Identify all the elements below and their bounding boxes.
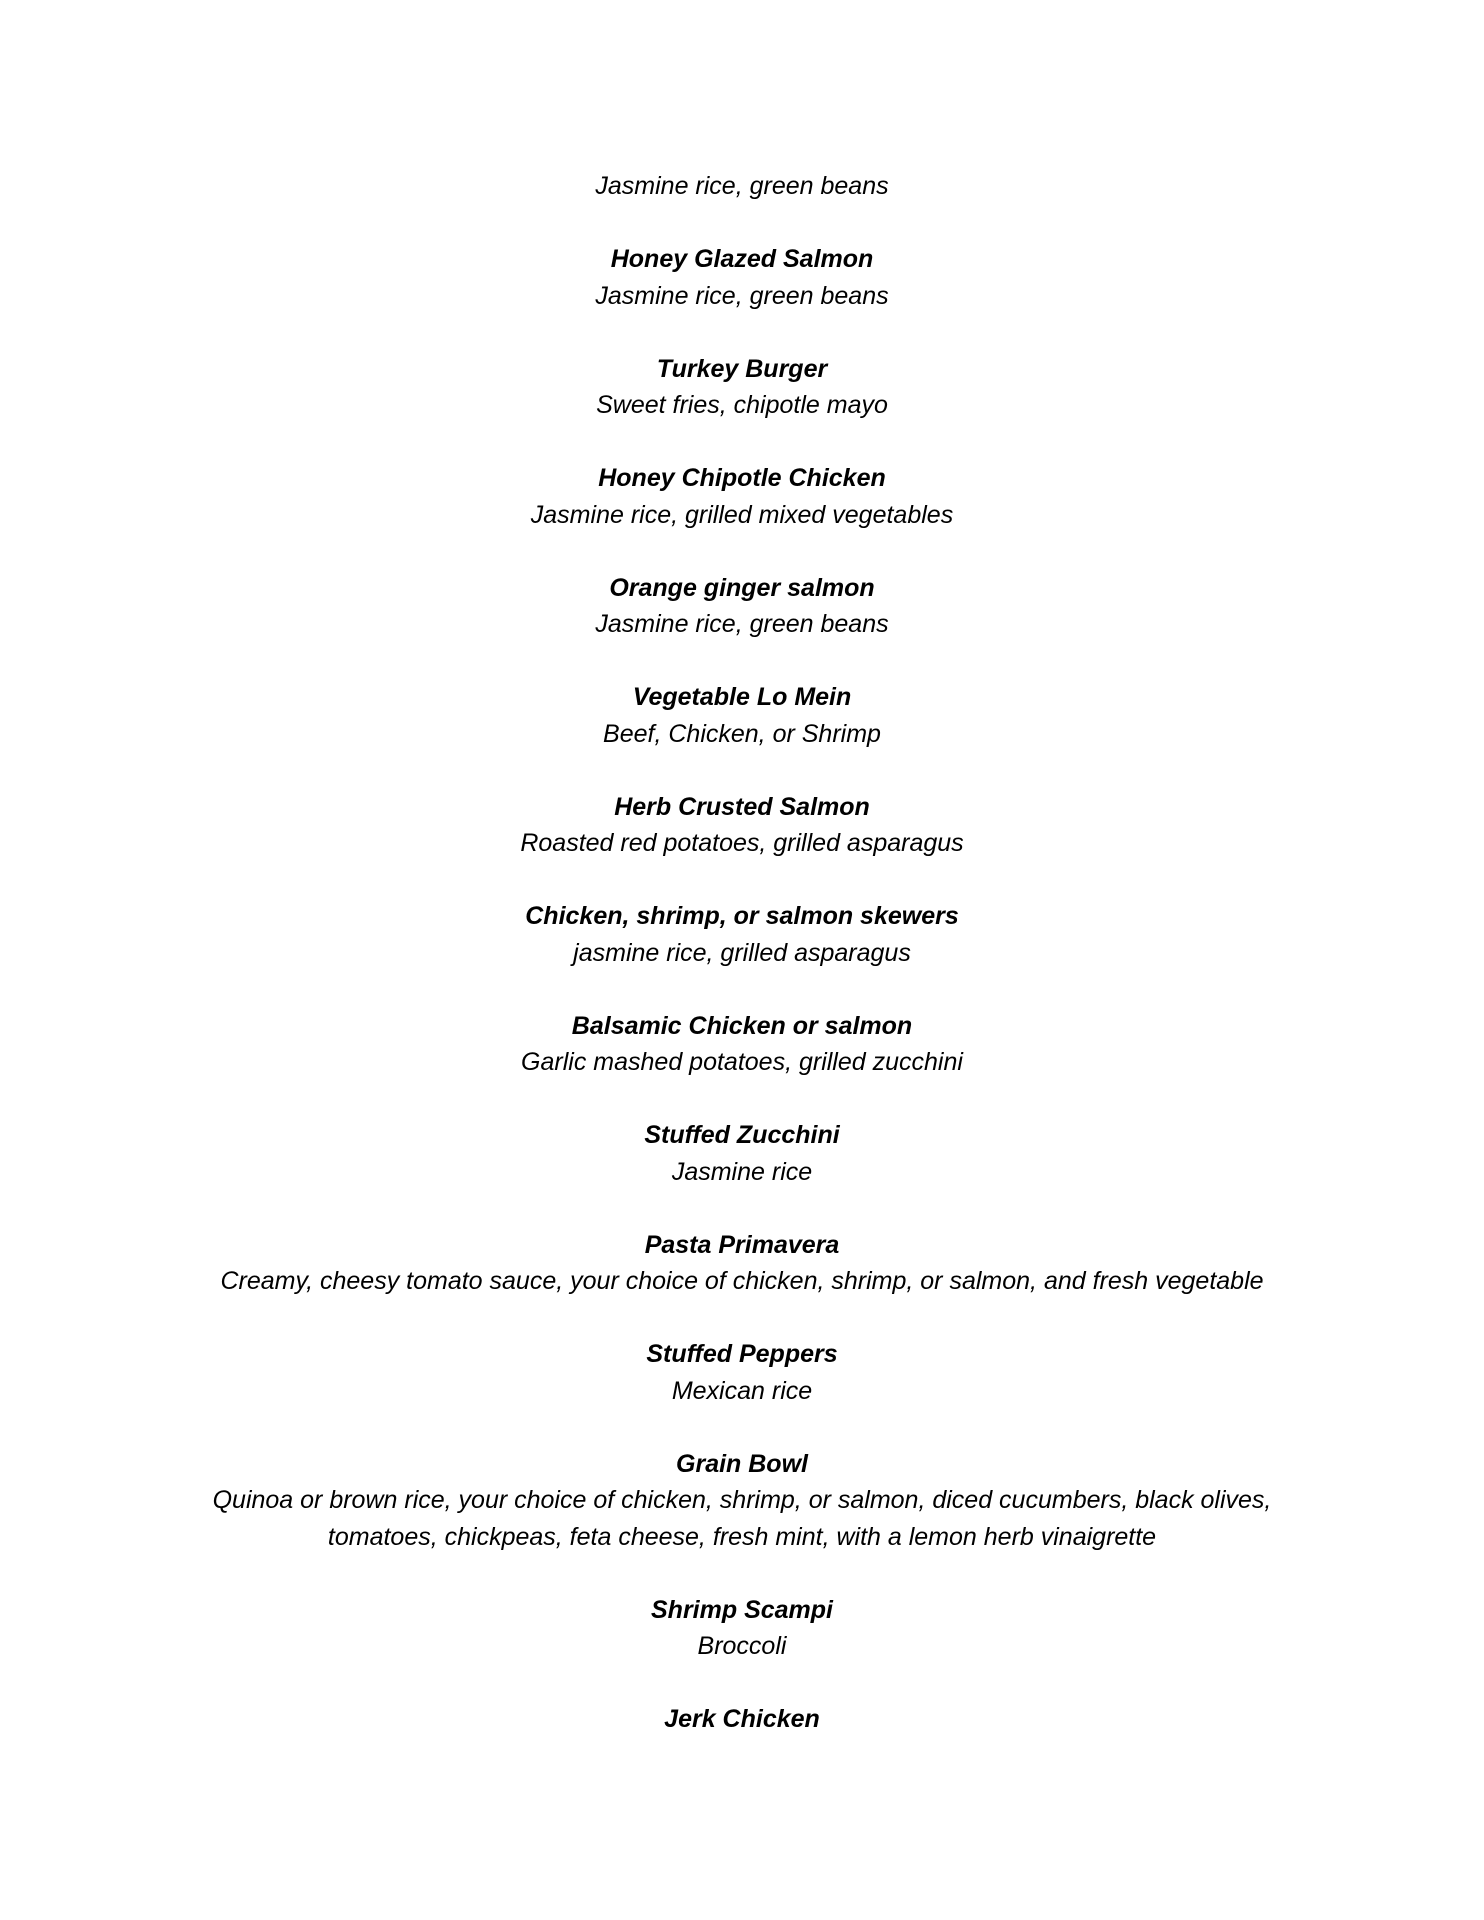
- menu-item: [0, 789, 1484, 862]
- menu-item: [0, 1446, 1484, 1556]
- item-spacer: [0, 643, 1484, 680]
- menu-item: [0, 898, 1484, 971]
- dish-name: Grain Bowl: [676, 1449, 808, 1478]
- item-spacer: [0, 1665, 1484, 1702]
- dish-description: Mexican rice: [671, 1376, 813, 1405]
- dish-description: Jasmine rice, green beans: [595, 281, 889, 310]
- item-spacer: [0, 314, 1484, 351]
- dish-name: Vegetable Lo Mein: [632, 683, 852, 711]
- menu-list: [0, 168, 1484, 1738]
- dish-description: Jasmine rice: [671, 1157, 813, 1186]
- dish-name: Balsamic Chicken or salmon: [571, 1011, 913, 1040]
- dish-name: Stuffed Peppers: [646, 1340, 838, 1368]
- menu-item: [0, 241, 1484, 314]
- item-spacer: [0, 1555, 1484, 1592]
- item-spacer: [0, 205, 1484, 242]
- menu-item: [0, 1701, 1484, 1738]
- dish-name: Herb Crusted Salmon: [614, 792, 870, 821]
- item-spacer: [0, 533, 1484, 570]
- menu-item: [0, 460, 1484, 533]
- item-spacer: [0, 862, 1484, 899]
- dish-name: Honey Glazed Salmon: [610, 245, 874, 273]
- dish-description: Quinoa or brown rice, your choice of chicken, shrimp, or salmon, diced cucumbers, black olives,: [212, 1486, 1272, 1514]
- dish-description: Sweet fries, chipotle mayo: [596, 391, 888, 419]
- dish-description: tomatoes, chickpeas, feta cheese, fresh mint, with a lemon herb vinaigrette: [327, 1522, 1157, 1551]
- item-spacer: [0, 424, 1484, 461]
- menu-item: [0, 1008, 1484, 1081]
- item-spacer: [0, 1190, 1484, 1227]
- dish-name: Stuffed Zucchini: [644, 1121, 840, 1149]
- menu-item: [0, 351, 1484, 424]
- item-spacer: [0, 1409, 1484, 1446]
- dish-description: Jasmine rice, green beans: [595, 610, 889, 638]
- dish-description: Beef, Chicken, or Shrimp: [603, 719, 881, 748]
- item-spacer: [0, 1300, 1484, 1337]
- menu-item: [0, 570, 1484, 643]
- dish-description: Creamy, cheesy tomato sauce, your choice of chicken, shrimp, or salmon, and fresh vegetable: [220, 1267, 1264, 1295]
- dish-description: Jasmine rice, grilled mixed vegetables: [530, 500, 954, 529]
- dish-description: jasmine rice, grilled asparagus: [573, 938, 911, 967]
- item-spacer: [0, 971, 1484, 1008]
- item-spacer: [0, 752, 1484, 789]
- menu-item: [0, 1336, 1484, 1409]
- dish-description: Garlic mashed potatoes, grilled zucchini: [521, 1048, 963, 1076]
- dish-description: Roasted red potatoes, grilled asparagus: [520, 829, 964, 857]
- menu-item: [0, 1117, 1484, 1190]
- menu-item: [0, 679, 1484, 752]
- dish-name: Honey Chipotle Chicken: [598, 464, 886, 492]
- item-spacer: [0, 1081, 1484, 1118]
- dish-name: Pasta Primavera: [644, 1230, 840, 1259]
- menu-item: [0, 1592, 1484, 1665]
- dish-name: Jerk Chicken: [664, 1705, 820, 1733]
- dish-name: Chicken, shrimp, or salmon skewers: [525, 902, 959, 930]
- dish-name: Turkey Burger: [656, 354, 828, 383]
- menu-item: [0, 1227, 1484, 1300]
- dish-name: Orange ginger salmon: [609, 573, 875, 602]
- dish-description: Broccoli: [697, 1632, 787, 1660]
- lead-description: Jasmine rice, green beans: [595, 172, 889, 200]
- dish-name: Shrimp Scampi: [651, 1595, 833, 1624]
